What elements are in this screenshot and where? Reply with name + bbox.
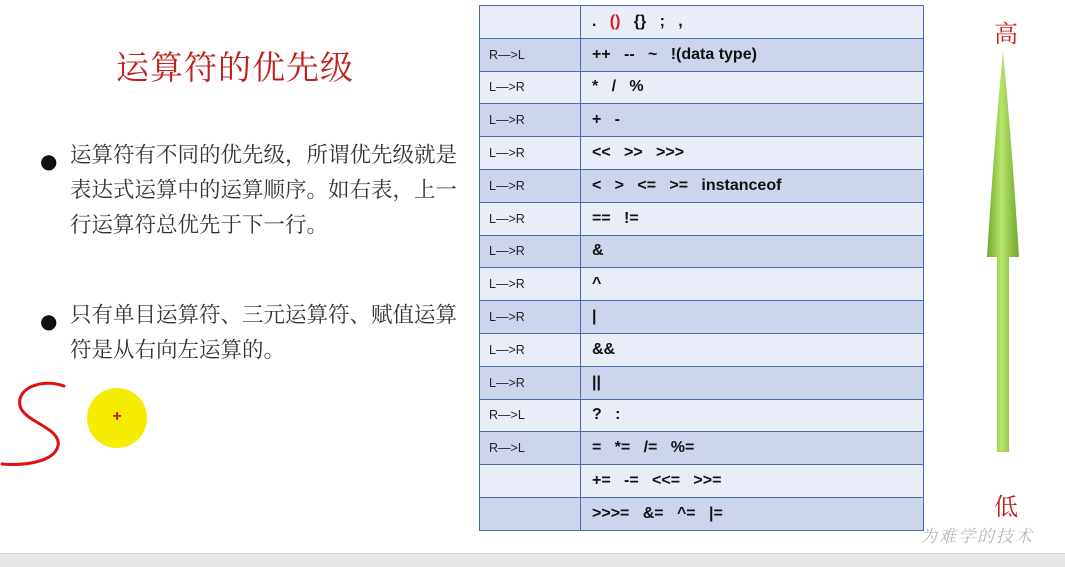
associativity-cell: L—>R (480, 235, 581, 268)
operator-token: . (592, 12, 597, 30)
bullet-dot-icon: ● (40, 149, 58, 173)
bullet-item (40, 138, 470, 243)
laser-pointer (87, 388, 147, 448)
operators-cell: & (581, 235, 924, 268)
operators-cell: ^ (581, 268, 924, 301)
operators-cell: && (581, 333, 924, 366)
bullet-text: 运算符有不同的优先级，所谓优先级就是表达式运算中的运算顺序。如右表，上一行运算符总优先于下一行。 (70, 143, 458, 238)
table-row (480, 366, 924, 399)
operator-token: {} (633, 12, 647, 30)
associativity-cell: L—>R (480, 104, 581, 137)
operators-cell: == != (581, 202, 924, 235)
table-row (480, 432, 924, 465)
operator-token: ; (659, 12, 665, 30)
operators-cell: | (581, 301, 924, 334)
operators-cell: = *= /= %= (581, 432, 924, 465)
associativity-cell: L—>R (480, 268, 581, 301)
bullet-item (40, 298, 470, 368)
operators-cell: ? : (581, 399, 924, 432)
associativity-cell: L—>R (480, 71, 581, 104)
slide-title: 运算符的优先级 (116, 48, 354, 87)
table-row (480, 169, 924, 202)
associativity-cell: L—>R (480, 169, 581, 202)
table-row (480, 268, 924, 301)
watermark-text: 为难学的技术 (920, 527, 1034, 547)
table-row (480, 301, 924, 334)
table-row (480, 71, 924, 104)
table-row (480, 333, 924, 366)
operators-cell: >>>= &= ^= |= (581, 497, 924, 530)
table-row (480, 465, 924, 498)
operators-cell: < > <= >= instanceof (581, 169, 924, 202)
operators-cell: * / % (581, 71, 924, 104)
table-row (480, 137, 924, 170)
operator-token: , (678, 12, 683, 30)
associativity-cell: L—>R (480, 137, 581, 170)
associativity-cell: L—>R (480, 202, 581, 235)
associativity-cell (480, 6, 581, 39)
associativity-cell (480, 465, 581, 498)
associativity-cell: R—>L (480, 38, 581, 71)
red-ink-scribble-icon (0, 380, 80, 480)
priority-low-label: 低 (994, 493, 1018, 521)
associativity-cell: L—>R (480, 366, 581, 399)
table-row (480, 6, 924, 39)
associativity-cell: L—>R (480, 301, 581, 334)
plus-icon: + (112, 408, 122, 425)
priority-high-label: 高 (994, 20, 1018, 48)
table-row (480, 235, 924, 268)
bullet-text: 只有单目运算符、三元运算符、赋值运算符是从右向左运算的。 (70, 303, 458, 363)
table-row (480, 399, 924, 432)
associativity-cell (480, 497, 581, 530)
operators-cell (581, 6, 924, 39)
associativity-cell: R—>L (480, 432, 581, 465)
operators-cell: || (581, 366, 924, 399)
operators-cell: += -= <<= >>= (581, 465, 924, 498)
associativity-cell: L—>R (480, 333, 581, 366)
table-row (480, 38, 924, 71)
table-row (480, 497, 924, 530)
priority-arrow-icon (980, 52, 1026, 454)
operators-cell: ++ -- ~ !(data type) (581, 38, 924, 71)
operator-token: () (609, 12, 621, 30)
operator-precedence-table (479, 5, 924, 531)
bottom-strip (0, 553, 1065, 567)
table-row (480, 202, 924, 235)
table-row (480, 104, 924, 137)
bullet-dot-icon: ● (40, 309, 58, 333)
operators-cell: << >> >>> (581, 137, 924, 170)
associativity-cell: R—>L (480, 399, 581, 432)
operators-cell: + - (581, 104, 924, 137)
